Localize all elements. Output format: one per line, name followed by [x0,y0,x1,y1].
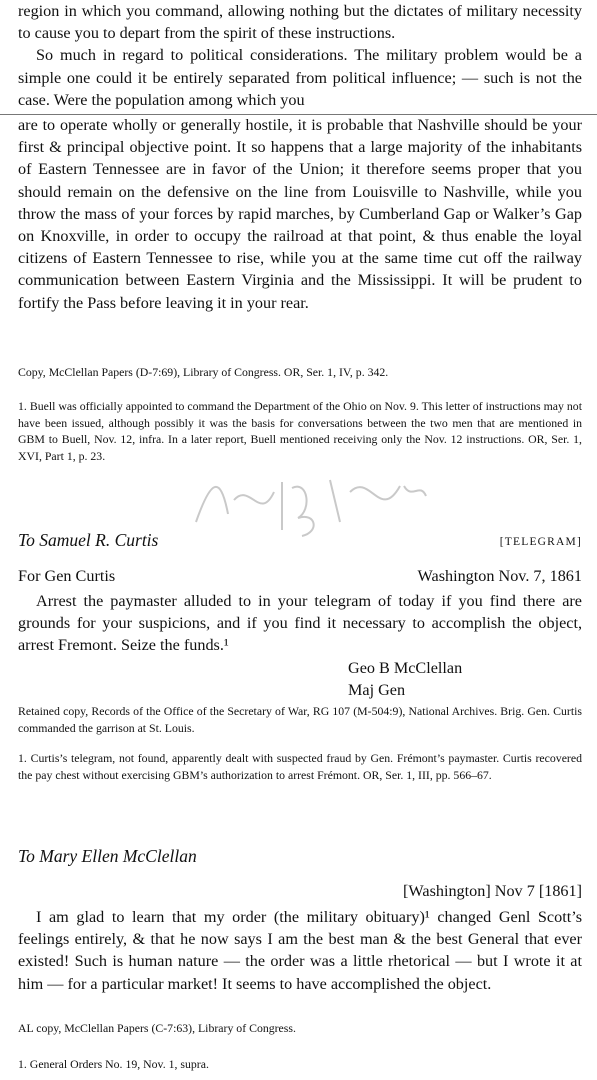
footnote: 1. Buell was officially appointed to command the Department of the Ohio on Nov. 9. This letter of instructions may not have been issued, although possibly it was the basis for conversations between the two men that are mentioned in GBM to Buell, Nov. 12, infra. In a later report, Buell mentioned receiving only the Nov. 12 instructions. OR, Ser. 1, XVI, Part 1, p. 23. [18,399,582,463]
paragraph: I am glad to learn that my order (the military obituary)¹ changed Genl Scott’s feelings entirely, & that he now says I am the best man & the best General that ever existed! Such is human nature — the order was a little rhetorical — but I wrote it at him — for a particular market! It seems to have accomplished the object. [18,908,582,993]
footnote: 1. Curtis’s telegram, not found, apparently dealt with suspected fraud by Gen. Frémont’s paymaster. Curtis recovered the pay chest without exercising GBM’s authorization to arrest Frémont. OR, Ser. 1, III, pp. 566–67. [18,751,582,782]
salutation: For Gen Curtis [18,567,116,585]
source-note: Retained copy, Records of the Office of the Secretary of War, RG 107 (M-504:9), National Archives. Brig. Gen. Curtis commanded the garrison at St. Louis. [18,704,582,735]
dateline-row [18,880,582,902]
top-passage-part-2 [18,114,582,314]
pencil-annotation [190,452,430,542]
paragraph: So much in regard to political considerations. The military problem would be a simple one could it be entirely separated from political influence; — such is not the case. Were the population among which you [18,46,582,109]
dateline: [Washington] Nov 7 [1861] [403,882,582,900]
letter-body [18,906,582,995]
salutation-row [18,565,582,587]
paragraph: are to operate wholly or generally hostile, it is probable that Nashville should be your first & principal objective point. It so happens that a large majority of the inhabitants of Eastern Tennessee are in favor of the Union; it therefore seems proper that you should remain on the defensive on the line from Louisville to Nashville, while you throw the mass of your forces by rapid marches, by Cumberland Gap or Walker’s Gap on Knoxville, in order to occupy the railroad at that point, & thus enable the loyal citizens of Eastern Tennessee to rise, while you at the same time cut off the railway communication between Eastern Virginia and the Mississippi. It will be prudent to fortify the Pass before leaving it in your rear. [18,116,582,312]
dateline: Washington Nov. 7, 1861 [417,567,582,585]
source-note: Copy, McClellan Papers (D-7:69), Library of Congress. OR, Ser. 1, IV, p. 342. [18,365,389,379]
telegram-tag: [TELEGRAM] [499,536,582,548]
paragraph: Arrest the paymaster alluded to in your telegram of today if you find there are grounds for your suspicions, and if you find it necessary to accomplish the object, arrest Fremont. Seize the funds.¹ [18,592,582,655]
letter-body [18,590,582,701]
source-note: AL copy, McClellan Papers (C-7:63), Library of Congress. [18,1021,296,1035]
signature-name: Geo B McClellan [348,658,463,677]
footnote: 1. General Orders No. 19, Nov. 1, supra. [18,1057,209,1071]
paragraph: region in which you command, allowing nothing but the dictates of military necessity to cause you to depart from the spirit of these instructions. [18,2,582,43]
signature-rank: Maj Gen [348,680,406,699]
letter-heading: To Mary Ellen McClellan [18,846,197,866]
top-passage-part-1 [18,0,582,111]
letter-heading: To Samuel R. Curtis [18,530,159,550]
letter-heading-row [18,530,582,554]
